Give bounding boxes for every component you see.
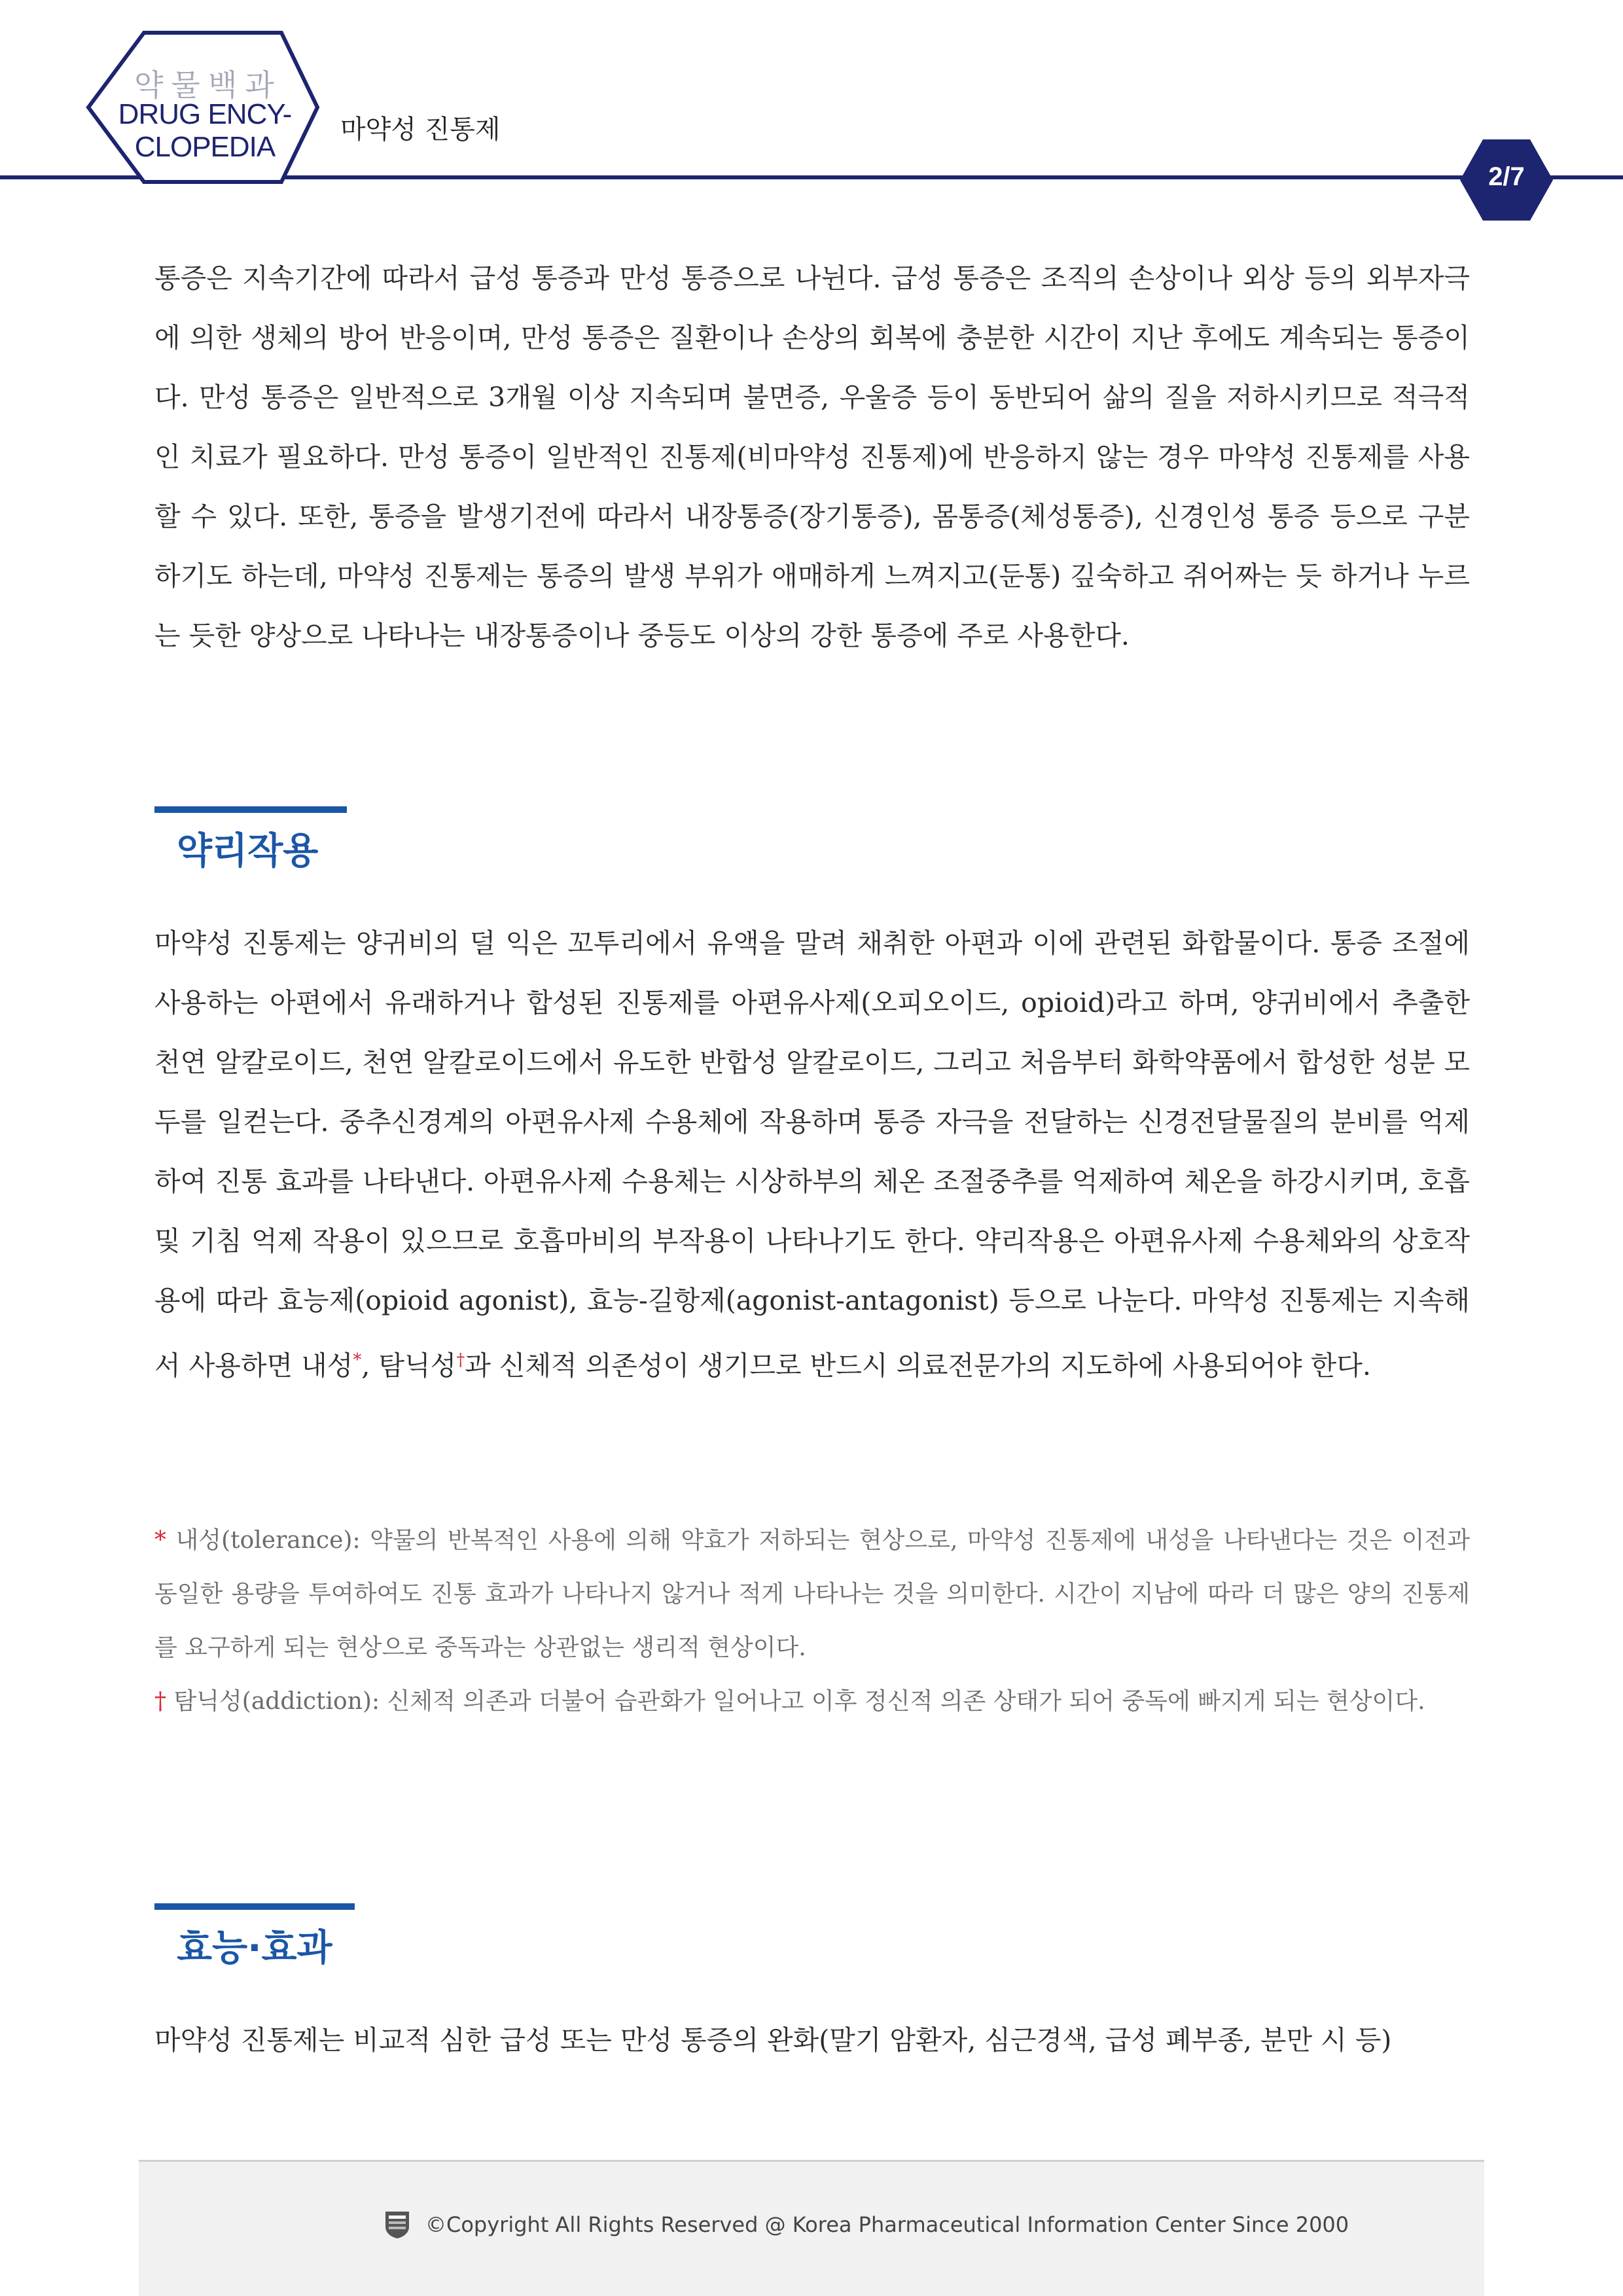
- pharmacology-text-b: , 탐닉성: [361, 1350, 457, 1382]
- footnote-tolerance: [154, 1514, 1470, 1675]
- footer-rule: [139, 2160, 1484, 2162]
- section-bar-pharmacology: [154, 806, 347, 813]
- footnote-addiction: [154, 1675, 1470, 1729]
- logo-en-line1: DRUG ENCY-: [118, 98, 292, 130]
- logo-english-text: [110, 98, 300, 164]
- shield-logo-icon: [383, 2210, 411, 2240]
- footer-copyright: ©Copyright All Rights Reserved @ Korea Pharmaceutical Information Center Since 2000: [425, 2212, 1349, 2237]
- section-heading-pharmacology: 약리작용: [177, 830, 319, 872]
- footnote-star-mark: *: [154, 1527, 166, 1554]
- document-title: 마약성 진통제: [340, 115, 501, 145]
- section-bar-efficacy: [154, 1903, 355, 1910]
- efficacy-paragraph: 마약성 진통제는 비교적 심한 급성 또는 만성 통증의 완화(말기 암환자, 심근경색, 급성 폐부종, 분만 시 등): [154, 2024, 1392, 2056]
- footnote-tolerance-text: 내성(tolerance): 약물의 반복적인 사용에 의해 약효가 저하되는 현상으로, 마약성 진통제에 내성을 나타낸다는 것은 이전과 동일한 용량을 투여하여도 진통 효과가 나타나지 않거나 적게 나타나는 것을 의미한다. 시간이 지남에 따라 더 많은 양의 진통제를 요구하게 되는 현상으로 중독과는 상관없는 생리적 현상이다.: [154, 1527, 1470, 1661]
- pharmacology-text-c: 과 신체적 의존성이 생기므로 반드시 의료전문가의 지도하에 사용되어야 한다.: [465, 1350, 1371, 1382]
- footnote-dagger-ref: †: [456, 1350, 465, 1370]
- logo-korean-text: 약물백과: [134, 67, 282, 103]
- footnote-addiction-text: 탐닉성(addiction): 신체적 의존과 더불어 습관화가 일어나고 이후 정신적 의존 상태가 되어 중독에 빠지게 되는 현상이다.: [173, 1688, 1425, 1715]
- footnote-dagger-mark: †: [154, 1688, 166, 1715]
- section-heading-efficacy: 효능·효과: [177, 1927, 332, 1969]
- pharmacology-paragraph: [154, 914, 1470, 1396]
- intro-paragraph: 통증은 지속기간에 따라서 급성 통증과 만성 통증으로 나뉜다. 급성 통증은 조직의 손상이나 외상 등의 외부자극에 의한 생체의 방어 반응이며, 만성 통증은 질환이나 손상의 회복에 충분한 시간이 지난 후에도 계속되는 통증이다. 만성 통증은 일반적으로 3개월 이상 지속되며 불면증, 우울증 등이 동반되어 삶의 질을 저하시키므로 적극적인 치료가 필요하다. 만성 통증이 일반적인 진통제(비마약성 진통제)에 반응하지 않는 경우 마약성 진통제를 사용할 수 있다. 또한, 통증을 발생기전에 따라서 내장통증(장기통증), 몸통증(체성통증), 신경인성 통증 등으로 구분하기도 하는데, 마약성 진통제는 통증의 발생 부위가 애매하게 느껴지고(둔통) 깊숙하고 쥐어짜는 듯 하거나 누르는 듯한 양상으로 나타나는 내장통증이나 중등도 이상의 강한 통증에 주로 사용한다.: [154, 262, 1470, 651]
- logo-en-line2: CLOPEDIA: [134, 131, 276, 163]
- pharmacology-text-a: 마약성 진통제는 양귀비의 덜 익은 꼬투리에서 유액을 말려 채취한 아편과 이에 관련된 화합물이다. 통증 조절에 사용하는 아편에서 유래하거나 합성된 진통제를 아편유사제(오피오이드, opioid)라고 하며, 양귀비에서 추출한 천연 알칼로이드, 천연 알칼로이드에서 유도한 반합성 알칼로이드, 그리고 처음부터 화학약품에서 합성한 성분 모두를 일컫는다. 중추신경계의 아편유사제 수용체에 작용하며 통증 자극을 전달하는 신경전달물질의 분비를 억제하여 진통 효과를 나타낸다. 아편유사제 수용체는 시상하부의 체온 조절중추를 억제하여 체온을 하강시키며, 호흡 및 기침 억제 작용이 있으므로 호흡마비의 부작용이 나타나기도 한다. 약리작용은 아편유사제 수용체와의 상호작용에 따라 효능제(opioid agonist), 효능-길항제(agonist-antagonist) 등으로 나눈다. 마약성 진통제는 지속해서 사용하면 내성: [154, 927, 1470, 1382]
- page-number: 2/7: [1488, 162, 1525, 191]
- footnote-star-ref: *: [353, 1350, 362, 1370]
